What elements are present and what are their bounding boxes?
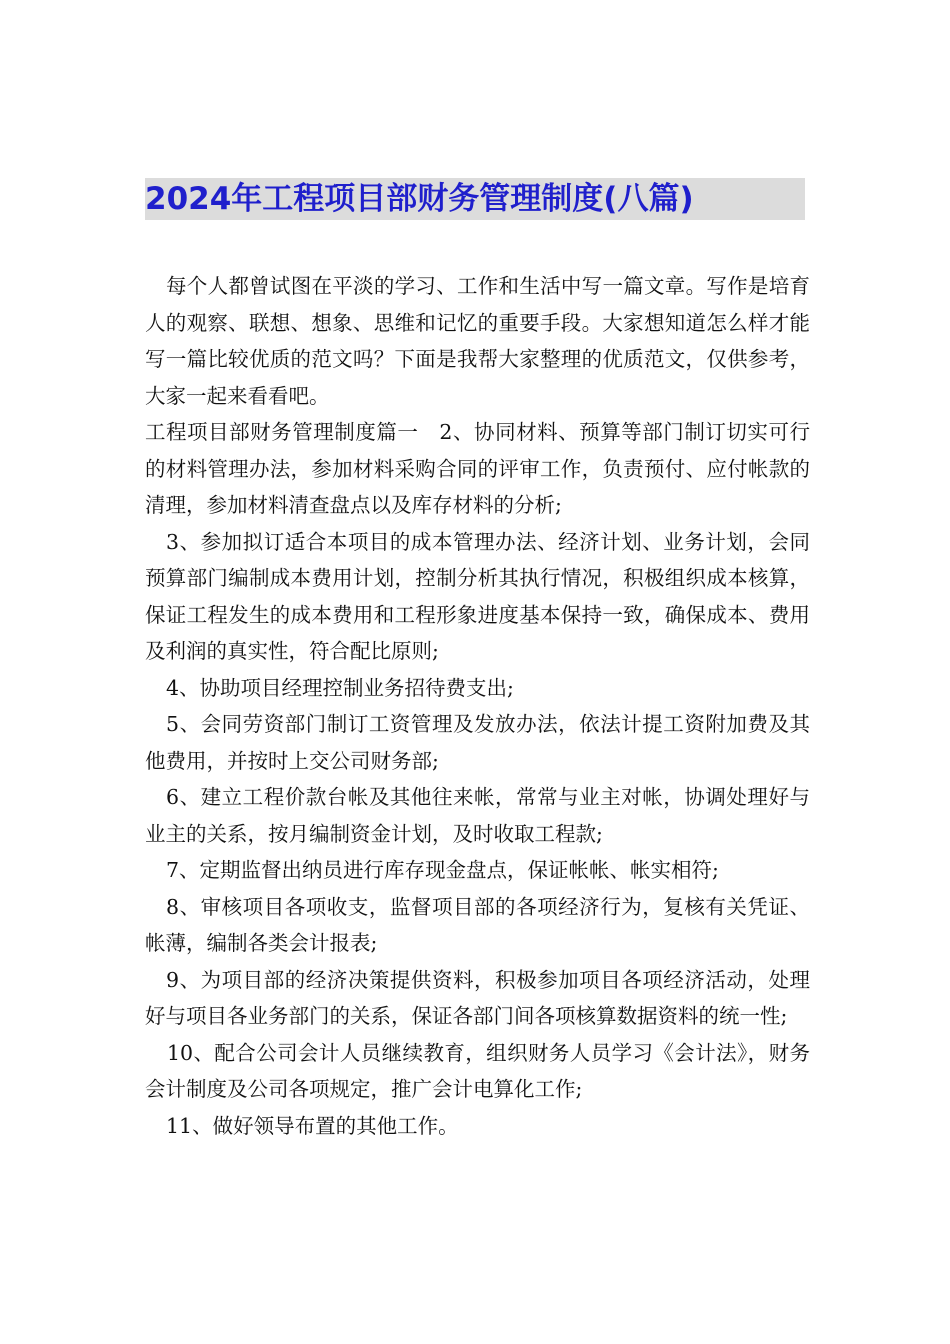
intro-paragraph: 每个人都曾试图在平淡的学习、工作和生活中写一篇文章。写作是培育人的观察、联想、想象、思维和记忆的重要手段。大家想知道怎么样才能写一篇比较优质的范文吗？下面是我帮大家整理的优质范文，仅供参考，大家一起来看看吧。: [145, 274, 810, 408]
paragraph-item-11: 11、做好领导布置的其他工作。: [166, 1113, 459, 1138]
paragraph-item-7: 7、定期监督出纳员进行库存现金盘点，保证帐帐、帐实相符;: [166, 858, 719, 882]
document-title: 2024年工程项目部财务管理制度(八篇): [145, 181, 694, 217]
paragraph-item-8: 8、审核项目各项收支，监督项目部的各项经济行为，复核有关凭证、帐薄，编制各类会计报表;: [145, 894, 810, 955]
paragraph-item-4: 4、协助项目经理控制业务招待费支出;: [166, 675, 514, 700]
paragraph-section-one-item-2: 工程项目部财务管理制度篇一 2、协同材料、预算等部门制订切实可行的材料管理办法，参加材料采购合同的评审工作，负责预付、应付帐款的清理，参加材料清查盘点以及库存材料的分析;: [145, 420, 810, 517]
paragraph-item-5: 5、会同劳资部门制订工资管理及发放办法，依法计提工资附加费及其他费用，并按时上交公司财务部;: [145, 712, 810, 773]
paragraph-item-10: 10、配合公司会计人员继续教育，组织财务人员学习《会计法》，财务会计制度及公司各项规定，推广会计电算化工作;: [145, 1040, 810, 1101]
document-body: [145, 268, 810, 1144]
paragraph-item-9: 9、为项目部的经济决策提供资料，积极参加项目各项经济活动，处理好与项目各业务部门的关系，保证各部门间各项核算数据资料的统一性;: [145, 967, 810, 1028]
title-highlight: [145, 178, 805, 220]
paragraph-item-6: 6、建立工程价款台帐及其他往来帐，常常与业主对帐，协调处理好与业主的关系，按月编制资金计划，及时收取工程款;: [145, 785, 810, 846]
paragraph-item-3: 3、参加拟订适合本项目的成本管理办法、经济计划、业务计划，会同预算部门编制成本费用计划，控制分析其执行情况，积极组织成本核算，保证工程发生的成本费用和工程形象进度基本保持一致，确保成本、费用及利润的真实性，符合配比原则;: [145, 529, 810, 663]
